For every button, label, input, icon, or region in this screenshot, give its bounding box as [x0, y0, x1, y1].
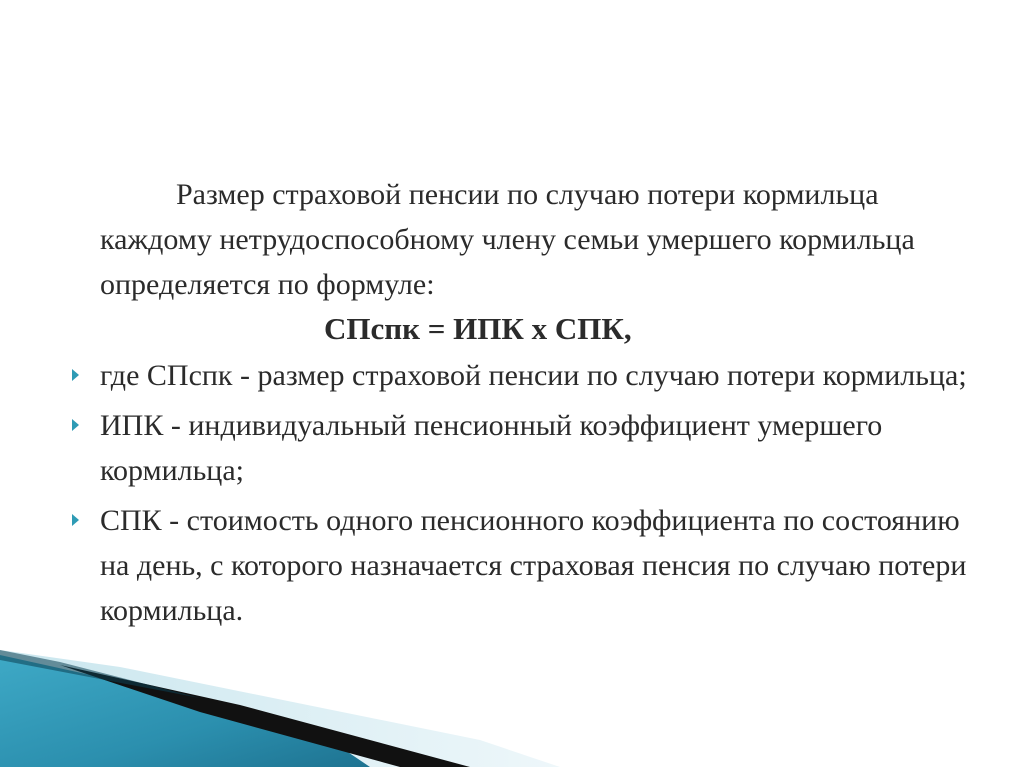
list-item-text: где СПспк - размер страховой пенсии по случаю потери кормильца; — [100, 359, 967, 392]
list-item — [100, 498, 980, 633]
triangle-bullet-icon — [72, 419, 79, 431]
list-item — [100, 403, 980, 493]
list-item-text: ИПК - индивидуальный пенсионный коэффициент умершего кормильца; — [100, 409, 883, 487]
definitions-list — [100, 353, 980, 633]
formula: СПспк = ИПК х СПК, — [324, 311, 632, 346]
intro-paragraph: Размер страховой пенсии по случаю потери кормильца каждому нетрудоспособному члену семьи умершего кормильца определяется по формуле: — [100, 178, 915, 301]
triangle-bullet-icon — [72, 369, 79, 381]
list-item-text: СПК - стоимость одного пенсионного коэффициента по состоянию на день, с которого назначается страховая пенсия по случаю потери кормильца. — [100, 504, 967, 627]
slide-content — [100, 172, 980, 638]
list-item — [100, 353, 980, 398]
triangle-bullet-icon — [72, 514, 79, 526]
